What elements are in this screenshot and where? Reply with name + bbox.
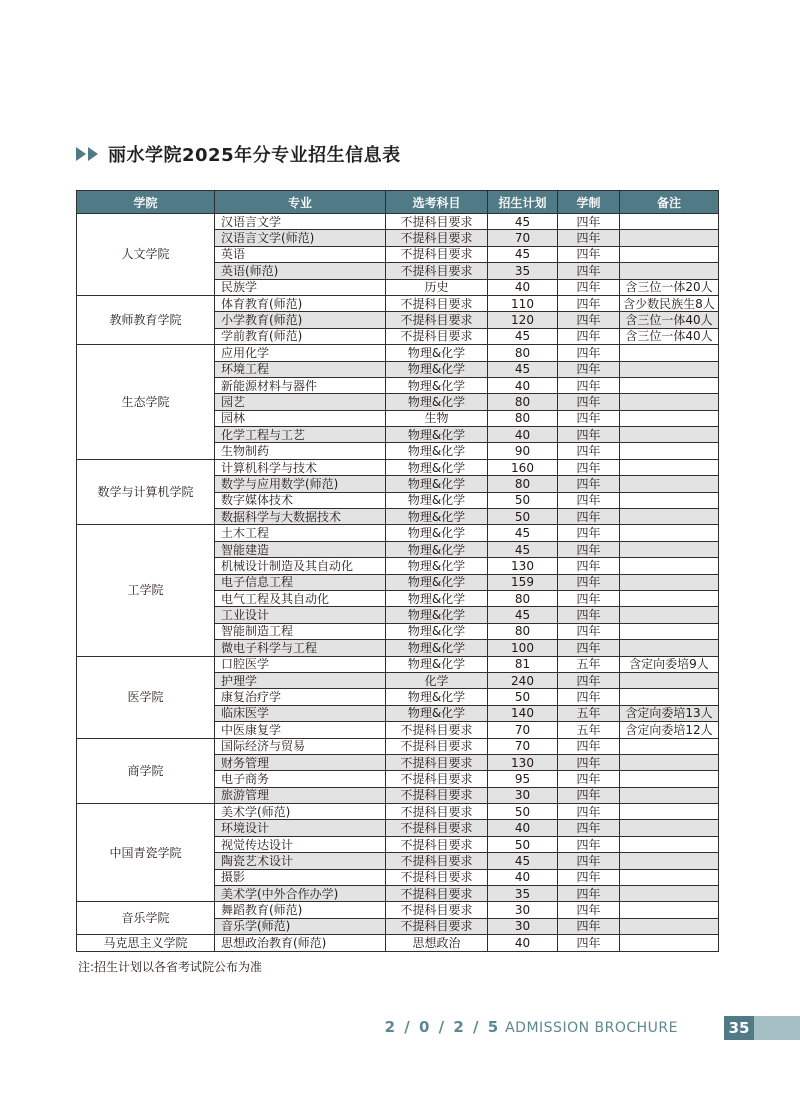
duration-cell: 五年	[558, 656, 620, 672]
duration-cell: 四年	[558, 377, 620, 393]
major-cell: 环境工程	[215, 361, 386, 377]
college-cell: 医学院	[77, 656, 215, 738]
subjects-cell: 不提科目要求	[386, 918, 488, 934]
remarks-cell	[620, 361, 719, 377]
subjects-cell: 不提科目要求	[386, 804, 488, 820]
duration-cell: 五年	[558, 722, 620, 738]
remarks-cell	[620, 345, 719, 361]
plan-cell: 81	[488, 656, 558, 672]
remarks-cell	[620, 918, 719, 934]
subjects-cell: 不提科目要求	[386, 263, 488, 279]
plan-cell: 159	[488, 574, 558, 590]
duration-cell: 四年	[558, 476, 620, 492]
remarks-cell: 含三位一体20人	[620, 279, 719, 295]
duration-cell: 四年	[558, 345, 620, 361]
subjects-cell: 思想政治	[386, 935, 488, 951]
remarks-cell	[620, 443, 719, 459]
major-cell: 数学与应用数学(师范)	[215, 476, 386, 492]
remarks-cell	[620, 623, 719, 639]
plan-cell: 80	[488, 476, 558, 492]
major-cell: 智能建造	[215, 541, 386, 557]
duration-cell: 四年	[558, 574, 620, 590]
duration-cell: 四年	[558, 935, 620, 951]
major-cell: 数据科学与大数据技术	[215, 509, 386, 525]
plan-cell: 30	[488, 902, 558, 918]
subjects-cell: 不提科目要求	[386, 787, 488, 803]
subjects-cell: 物理&化学	[386, 361, 488, 377]
plan-cell: 45	[488, 328, 558, 344]
major-cell: 英语	[215, 246, 386, 262]
header-remarks: 备注	[620, 191, 719, 214]
subjects-cell: 不提科目要求	[386, 722, 488, 738]
duration-cell: 四年	[558, 509, 620, 525]
remarks-cell	[620, 689, 719, 705]
remarks-cell	[620, 574, 719, 590]
remarks-cell	[620, 525, 719, 541]
remarks-cell	[620, 410, 719, 426]
major-cell: 环境设计	[215, 820, 386, 836]
major-cell: 数字媒体技术	[215, 492, 386, 508]
college-cell: 工学院	[77, 525, 215, 656]
major-cell: 汉语言文学	[215, 214, 386, 230]
subjects-cell: 物理&化学	[386, 607, 488, 623]
plan-cell: 45	[488, 246, 558, 262]
plan-cell: 130	[488, 754, 558, 770]
subjects-cell: 不提科目要求	[386, 902, 488, 918]
remarks-cell	[620, 869, 719, 885]
subjects-cell: 不提科目要求	[386, 246, 488, 262]
plan-cell: 100	[488, 640, 558, 656]
remarks-cell: 含三位一体40人	[620, 312, 719, 328]
major-cell: 视觉传达设计	[215, 836, 386, 852]
duration-cell: 四年	[558, 230, 620, 246]
major-cell: 音乐学(师范)	[215, 918, 386, 934]
footer-text: ADMISSION BROCHURE	[505, 1020, 678, 1036]
subjects-cell: 不提科目要求	[386, 230, 488, 246]
duration-cell: 四年	[558, 427, 620, 443]
major-cell: 口腔医学	[215, 656, 386, 672]
duration-cell: 四年	[558, 443, 620, 459]
subjects-cell: 物理&化学	[386, 558, 488, 574]
major-cell: 土木工程	[215, 525, 386, 541]
page-title: 丽水学院2025年分专业招生信息表	[108, 145, 401, 166]
duration-cell: 四年	[558, 836, 620, 852]
major-cell: 新能源材料与器件	[215, 377, 386, 393]
college-cell: 生态学院	[77, 345, 215, 460]
duration-cell: 四年	[558, 410, 620, 426]
subjects-cell: 不提科目要求	[386, 738, 488, 754]
major-cell: 化学工程与工艺	[215, 427, 386, 443]
remarks-cell	[620, 771, 719, 787]
table-row	[77, 656, 719, 672]
college-cell: 商学院	[77, 738, 215, 804]
duration-cell: 四年	[558, 459, 620, 475]
duration-cell: 四年	[558, 312, 620, 328]
header-plan: 招生计划	[488, 191, 558, 214]
remarks-cell	[620, 787, 719, 803]
duration-cell: 四年	[558, 820, 620, 836]
header-major: 专业	[215, 191, 386, 214]
major-cell: 国际经济与贸易	[215, 738, 386, 754]
table-row	[77, 525, 719, 541]
remarks-cell	[620, 836, 719, 852]
table-row	[77, 295, 719, 311]
major-cell: 应用化学	[215, 345, 386, 361]
duration-cell: 四年	[558, 738, 620, 754]
remarks-cell: 含少数民族生8人	[620, 295, 719, 311]
remarks-cell	[620, 377, 719, 393]
subjects-cell: 生物	[386, 410, 488, 426]
major-cell: 财务管理	[215, 754, 386, 770]
duration-cell: 四年	[558, 623, 620, 639]
admission-table	[76, 190, 719, 952]
major-cell: 体育教育(师范)	[215, 295, 386, 311]
remarks-cell	[620, 230, 719, 246]
plan-cell: 90	[488, 443, 558, 459]
remarks-cell	[620, 738, 719, 754]
plan-cell: 35	[488, 886, 558, 902]
college-cell: 人文学院	[77, 214, 215, 296]
duration-cell: 五年	[558, 705, 620, 721]
plan-cell: 50	[488, 492, 558, 508]
subjects-cell: 不提科目要求	[386, 771, 488, 787]
major-cell: 电子商务	[215, 771, 386, 787]
plan-cell: 50	[488, 804, 558, 820]
footnote: 注:招生计划以各省考试院公布为准	[78, 960, 263, 974]
duration-cell: 四年	[558, 246, 620, 262]
duration-cell: 四年	[558, 361, 620, 377]
major-cell: 护理学	[215, 672, 386, 688]
subjects-cell: 物理&化学	[386, 525, 488, 541]
college-cell: 中国青瓷学院	[77, 804, 215, 902]
major-cell: 思想政治教育(师范)	[215, 935, 386, 951]
plan-cell: 140	[488, 705, 558, 721]
duration-cell: 四年	[558, 214, 620, 230]
major-cell: 中医康复学	[215, 722, 386, 738]
plan-cell: 70	[488, 738, 558, 754]
plan-cell: 120	[488, 312, 558, 328]
plan-cell: 40	[488, 869, 558, 885]
major-cell: 电气工程及其自动化	[215, 590, 386, 606]
table-row	[77, 902, 719, 918]
subjects-cell: 物理&化学	[386, 476, 488, 492]
remarks-cell	[620, 558, 719, 574]
duration-cell: 四年	[558, 394, 620, 410]
remarks-cell: 含定向委培13人	[620, 705, 719, 721]
remarks-cell	[620, 640, 719, 656]
major-cell: 生物制药	[215, 443, 386, 459]
major-cell: 陶瓷艺术设计	[215, 853, 386, 869]
major-cell: 美术学(中外合作办学)	[215, 886, 386, 902]
plan-cell: 130	[488, 558, 558, 574]
footer-accent-bar	[754, 1016, 800, 1040]
subjects-cell: 不提科目要求	[386, 836, 488, 852]
table-row	[77, 935, 719, 951]
subjects-cell: 不提科目要求	[386, 754, 488, 770]
remarks-cell	[620, 427, 719, 443]
major-cell: 民族学	[215, 279, 386, 295]
subjects-cell: 历史	[386, 279, 488, 295]
plan-cell: 40	[488, 279, 558, 295]
subjects-cell: 物理&化学	[386, 427, 488, 443]
duration-cell: 四年	[558, 640, 620, 656]
major-cell: 英语(师范)	[215, 263, 386, 279]
remarks-cell	[620, 476, 719, 492]
plan-cell: 95	[488, 771, 558, 787]
duration-cell: 四年	[558, 869, 620, 885]
plan-cell: 80	[488, 590, 558, 606]
remarks-cell	[620, 263, 719, 279]
major-cell: 机械设计制造及其自动化	[215, 558, 386, 574]
plan-cell: 45	[488, 607, 558, 623]
duration-cell: 四年	[558, 771, 620, 787]
remarks-cell	[620, 672, 719, 688]
major-cell: 汉语言文学(师范)	[215, 230, 386, 246]
plan-cell: 30	[488, 787, 558, 803]
major-cell: 舞蹈教育(师范)	[215, 902, 386, 918]
plan-cell: 80	[488, 623, 558, 639]
major-cell: 园林	[215, 410, 386, 426]
plan-cell: 80	[488, 345, 558, 361]
subjects-cell: 物理&化学	[386, 541, 488, 557]
duration-cell: 四年	[558, 492, 620, 508]
subjects-cell: 不提科目要求	[386, 869, 488, 885]
duration-cell: 四年	[558, 902, 620, 918]
duration-cell: 四年	[558, 886, 620, 902]
duration-cell: 四年	[558, 328, 620, 344]
plan-cell: 70	[488, 722, 558, 738]
major-cell: 学前教育(师范)	[215, 328, 386, 344]
table-body	[77, 214, 719, 952]
remarks-cell	[620, 886, 719, 902]
plan-cell: 45	[488, 541, 558, 557]
major-cell: 临床医学	[215, 705, 386, 721]
duration-cell: 四年	[558, 787, 620, 803]
duration-cell: 四年	[558, 804, 620, 820]
subjects-cell: 不提科目要求	[386, 853, 488, 869]
subjects-cell: 不提科目要求	[386, 328, 488, 344]
duration-cell: 四年	[558, 263, 620, 279]
subjects-cell: 物理&化学	[386, 640, 488, 656]
plan-cell: 80	[488, 410, 558, 426]
college-cell: 马克思主义学院	[77, 935, 215, 951]
major-cell: 摄影	[215, 869, 386, 885]
remarks-cell	[620, 590, 719, 606]
remarks-cell	[620, 541, 719, 557]
college-cell: 音乐学院	[77, 902, 215, 935]
table-row	[77, 804, 719, 820]
duration-cell: 四年	[558, 279, 620, 295]
subjects-cell: 物理&化学	[386, 509, 488, 525]
subjects-cell: 不提科目要求	[386, 820, 488, 836]
duration-cell: 四年	[558, 853, 620, 869]
subjects-cell: 物理&化学	[386, 394, 488, 410]
double-play-arrow-icon	[76, 146, 100, 162]
subjects-cell: 物理&化学	[386, 443, 488, 459]
subjects-cell: 不提科目要求	[386, 312, 488, 328]
remarks-cell	[620, 509, 719, 525]
table-row	[77, 345, 719, 361]
subjects-cell: 物理&化学	[386, 705, 488, 721]
subjects-cell: 物理&化学	[386, 459, 488, 475]
subjects-cell: 物理&化学	[386, 656, 488, 672]
subjects-cell: 物理&化学	[386, 623, 488, 639]
plan-cell: 35	[488, 263, 558, 279]
remarks-cell	[620, 853, 719, 869]
subjects-cell: 物理&化学	[386, 377, 488, 393]
table-row	[77, 738, 719, 754]
subjects-cell: 物理&化学	[386, 345, 488, 361]
subjects-cell: 物理&化学	[386, 574, 488, 590]
major-cell: 计算机科学与技术	[215, 459, 386, 475]
duration-cell: 四年	[558, 558, 620, 574]
subjects-cell: 物理&化学	[386, 590, 488, 606]
subjects-cell: 不提科目要求	[386, 214, 488, 230]
plan-cell: 40	[488, 427, 558, 443]
header-subjects: 选考科目	[386, 191, 488, 214]
plan-cell: 50	[488, 689, 558, 705]
remarks-cell	[620, 607, 719, 623]
major-cell: 电子信息工程	[215, 574, 386, 590]
remarks-cell	[620, 935, 719, 951]
duration-cell: 四年	[558, 295, 620, 311]
major-cell: 康复治疗学	[215, 689, 386, 705]
remarks-cell	[620, 804, 719, 820]
duration-cell: 四年	[558, 525, 620, 541]
page-number: 35	[724, 1016, 754, 1040]
college-cell: 教师教育学院	[77, 295, 215, 344]
plan-cell: 110	[488, 295, 558, 311]
table-header-row	[77, 191, 719, 214]
remarks-cell	[620, 394, 719, 410]
duration-cell: 四年	[558, 672, 620, 688]
duration-cell: 四年	[558, 541, 620, 557]
plan-cell: 45	[488, 214, 558, 230]
remarks-cell: 含定向委培12人	[620, 722, 719, 738]
footer-brochure	[385, 1018, 678, 1036]
table-row	[77, 214, 719, 230]
plan-cell: 50	[488, 509, 558, 525]
plan-cell: 70	[488, 230, 558, 246]
major-cell: 旅游管理	[215, 787, 386, 803]
remarks-cell	[620, 902, 719, 918]
major-cell: 工业设计	[215, 607, 386, 623]
college-cell: 数学与计算机学院	[77, 459, 215, 525]
remarks-cell	[620, 492, 719, 508]
major-cell: 小学教育(师范)	[215, 312, 386, 328]
plan-cell: 40	[488, 820, 558, 836]
plan-cell: 80	[488, 394, 558, 410]
major-cell: 美术学(师范)	[215, 804, 386, 820]
duration-cell: 四年	[558, 590, 620, 606]
major-cell: 微电子科学与工程	[215, 640, 386, 656]
remarks-cell	[620, 754, 719, 770]
subjects-cell: 物理&化学	[386, 689, 488, 705]
plan-cell: 45	[488, 361, 558, 377]
remarks-cell	[620, 246, 719, 262]
plan-cell: 240	[488, 672, 558, 688]
major-cell: 园艺	[215, 394, 386, 410]
plan-cell: 30	[488, 918, 558, 934]
plan-cell: 40	[488, 377, 558, 393]
header-college: 学院	[77, 191, 215, 214]
remarks-cell	[620, 820, 719, 836]
duration-cell: 四年	[558, 918, 620, 934]
plan-cell: 160	[488, 459, 558, 475]
subjects-cell: 物理&化学	[386, 492, 488, 508]
plan-cell: 50	[488, 836, 558, 852]
duration-cell: 四年	[558, 607, 620, 623]
duration-cell: 四年	[558, 689, 620, 705]
remarks-cell	[620, 459, 719, 475]
remarks-cell	[620, 214, 719, 230]
remarks-cell: 含定向委培9人	[620, 656, 719, 672]
plan-cell: 45	[488, 525, 558, 541]
plan-cell: 40	[488, 935, 558, 951]
footer-year: 2 / 0 / 2 / 5	[384, 1018, 501, 1036]
subjects-cell: 不提科目要求	[386, 886, 488, 902]
subjects-cell: 化学	[386, 672, 488, 688]
title-row	[76, 141, 401, 167]
table-row	[77, 459, 719, 475]
duration-cell: 四年	[558, 754, 620, 770]
major-cell: 智能制造工程	[215, 623, 386, 639]
header-duration: 学制	[558, 191, 620, 214]
subjects-cell: 不提科目要求	[386, 295, 488, 311]
remarks-cell: 含三位一体40人	[620, 328, 719, 344]
plan-cell: 45	[488, 853, 558, 869]
